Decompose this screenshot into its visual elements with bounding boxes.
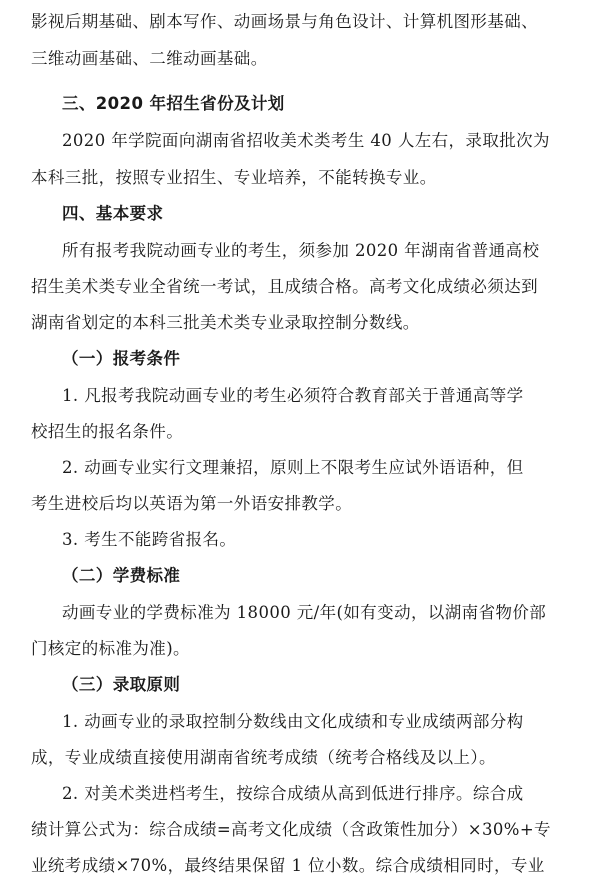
paragraph-line: 2. 动画专业实行文理兼招，原则上不限考生应试外语语种，但: [62, 458, 524, 477]
paragraph-line: 招生美术类专业全省统一考试，且成绩合格。高考文化成绩必须达到: [31, 277, 538, 296]
paragraph-line: 成，专业成绩直接使用湖南省统考成绩（统考合格线及以上）。: [31, 748, 496, 767]
paragraph-line: 业统考成绩×70%，最终结果保留 1 位小数。综合成绩相同时，专业: [31, 856, 545, 875]
paragraph-line: 绩计算公式为：综合成绩=高考文化成绩（含政策性加分）×30%+专: [31, 820, 551, 839]
paragraph-line: 校招生的报名条件。: [31, 422, 184, 441]
subsection-heading-1: （一）报考条件: [62, 349, 181, 368]
paragraph-line: 3. 考生不能跨省报名。: [62, 530, 237, 549]
section-heading-3: 三、2020 年招生省份及计划: [62, 94, 285, 113]
paragraph-line: 影视后期基础、剧本写作、动画场景与角色设计、计算机图形基础、: [31, 12, 538, 31]
paragraph-line: 1. 动画专业的录取控制分数线由文化成绩和专业成绩两部分构: [62, 712, 524, 731]
subsection-heading-2: （二）学费标准: [62, 566, 181, 585]
paragraph-line: 门核定的标准为准)。: [31, 639, 190, 658]
paragraph-line: 三维动画基础、二维动画基础。: [31, 49, 268, 68]
paragraph-line: 考生进校后均以英语为第一外语安排教学。: [31, 494, 353, 513]
paragraph-line: 本科三批，按照专业招生、专业培养，不能转换专业。: [31, 168, 437, 187]
paragraph-line: 2020 年学院面向湖南省招收美术类考生 40 人左右，录取批次为: [62, 131, 550, 150]
paragraph-line: 湖南省划定的本科三批美术类专业录取控制分数线。: [31, 313, 420, 332]
paragraph-line: 所有报考我院动画专业的考生，须参加 2020 年湖南省普通高校: [62, 241, 540, 260]
paragraph-line: 1. 凡报考我院动画专业的考生必须符合教育部关于普通高等学: [62, 386, 524, 405]
paragraph-line: 动画专业的学费标准为 18000 元/年(如有变动，以湖南省物价部: [62, 603, 547, 622]
section-heading-4: 四、基本要求: [62, 204, 164, 223]
subsection-heading-3: （三）录取原则: [62, 675, 181, 694]
paragraph-line: 2. 对美术类进档考生，按综合成绩从高到低进行排序。综合成: [62, 784, 524, 803]
